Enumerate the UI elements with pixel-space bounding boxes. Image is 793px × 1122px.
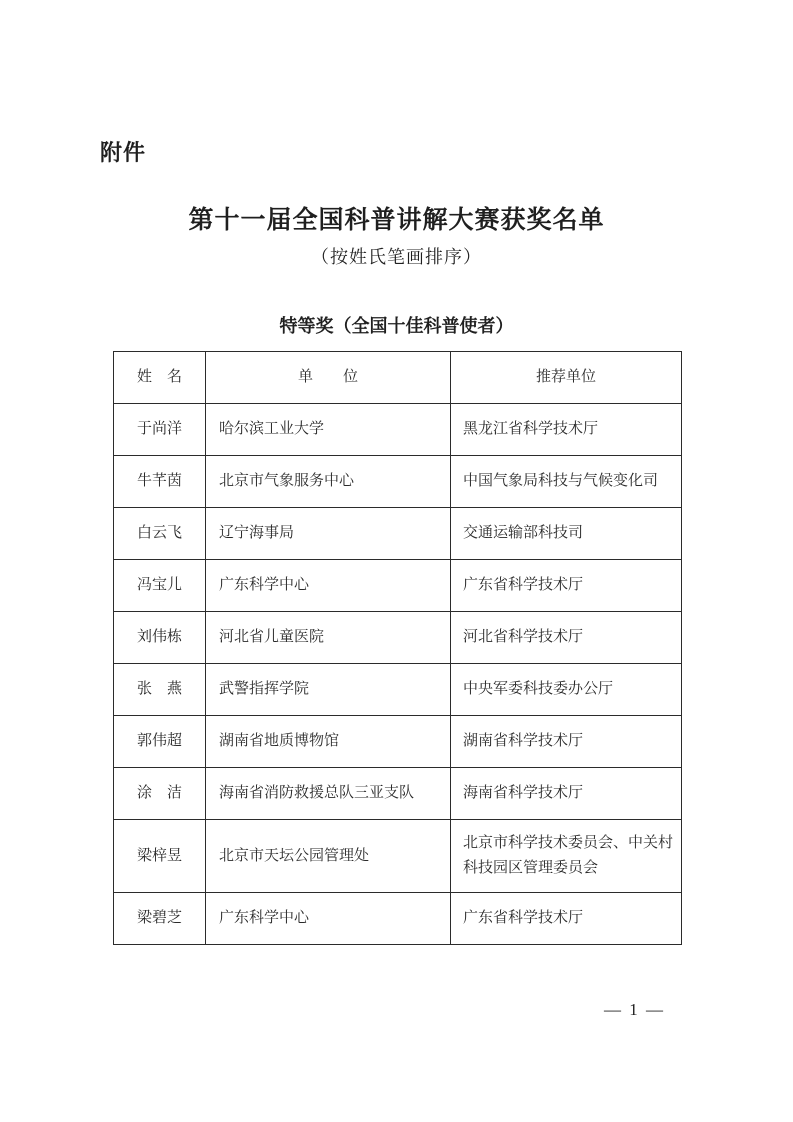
cell-recommender: 广东省科学技术厅 — [451, 893, 682, 945]
cell-organization: 广东科学中心 — [206, 560, 451, 612]
cell-recommender: 北京市科学技术委员会、中关村科技园区管理委员会 — [451, 820, 682, 893]
cell-recommender: 中国气象局科技与气候变化司 — [451, 456, 682, 508]
table-row — [114, 820, 682, 893]
cell-recommender: 河北省科学技术厅 — [451, 612, 682, 664]
table-row — [114, 508, 682, 560]
cell-name: 郭伟超 — [114, 716, 206, 768]
cell-recommender: 海南省科学技术厅 — [451, 768, 682, 820]
cell-organization: 北京市天坛公园管理处 — [206, 820, 451, 893]
table-row — [114, 404, 682, 456]
cell-name: 于尚洋 — [114, 404, 206, 456]
cell-organization: 北京市气象服务中心 — [206, 456, 451, 508]
cell-name: 梁梓昱 — [114, 820, 206, 893]
table-row — [114, 560, 682, 612]
cell-organization: 武警指挥学院 — [206, 664, 451, 716]
table-row — [114, 664, 682, 716]
table-row — [114, 768, 682, 820]
cell-organization: 哈尔滨工业大学 — [206, 404, 451, 456]
attachment-label: 附件 — [100, 140, 147, 165]
cell-organization: 辽宁海事局 — [206, 508, 451, 560]
cell-recommender: 黑龙江省科学技术厅 — [451, 404, 682, 456]
table-row — [114, 456, 682, 508]
table-row — [114, 612, 682, 664]
cell-organization: 湖南省地质博物馆 — [206, 716, 451, 768]
cell-name: 涂 洁 — [114, 768, 206, 820]
page-number: — 1 — — [604, 1000, 665, 1019]
cell-organization: 海南省消防救援总队三亚支队 — [206, 768, 451, 820]
cell-name: 冯宝儿 — [114, 560, 206, 612]
header-recommender: 推荐单位 — [451, 352, 682, 404]
cell-recommender: 中央军委科技委办公厅 — [451, 664, 682, 716]
cell-organization: 河北省儿童医院 — [206, 612, 451, 664]
section-title: 特等奖（全国十佳科普使者） — [279, 316, 514, 336]
table-row — [114, 893, 682, 945]
cell-organization: 广东科学中心 — [206, 893, 451, 945]
cell-name: 张 燕 — [114, 664, 206, 716]
table-row — [114, 716, 682, 768]
header-organization: 单 位 — [206, 352, 451, 404]
cell-recommender: 湖南省科学技术厅 — [451, 716, 682, 768]
awards-table — [113, 351, 682, 945]
cell-name: 牛芊茵 — [114, 456, 206, 508]
cell-recommender: 广东省科学技术厅 — [451, 560, 682, 612]
header-name: 姓 名 — [114, 352, 206, 404]
page-title: 第十一届全国科普讲解大赛获奖名单 — [188, 207, 605, 234]
page-subtitle: （按姓氏笔画排序） — [311, 247, 482, 267]
cell-name: 梁碧芝 — [114, 893, 206, 945]
cell-name: 刘伟栋 — [114, 612, 206, 664]
cell-name: 白云飞 — [114, 508, 206, 560]
cell-recommender: 交通运输部科技司 — [451, 508, 682, 560]
table-header-row — [114, 352, 682, 404]
